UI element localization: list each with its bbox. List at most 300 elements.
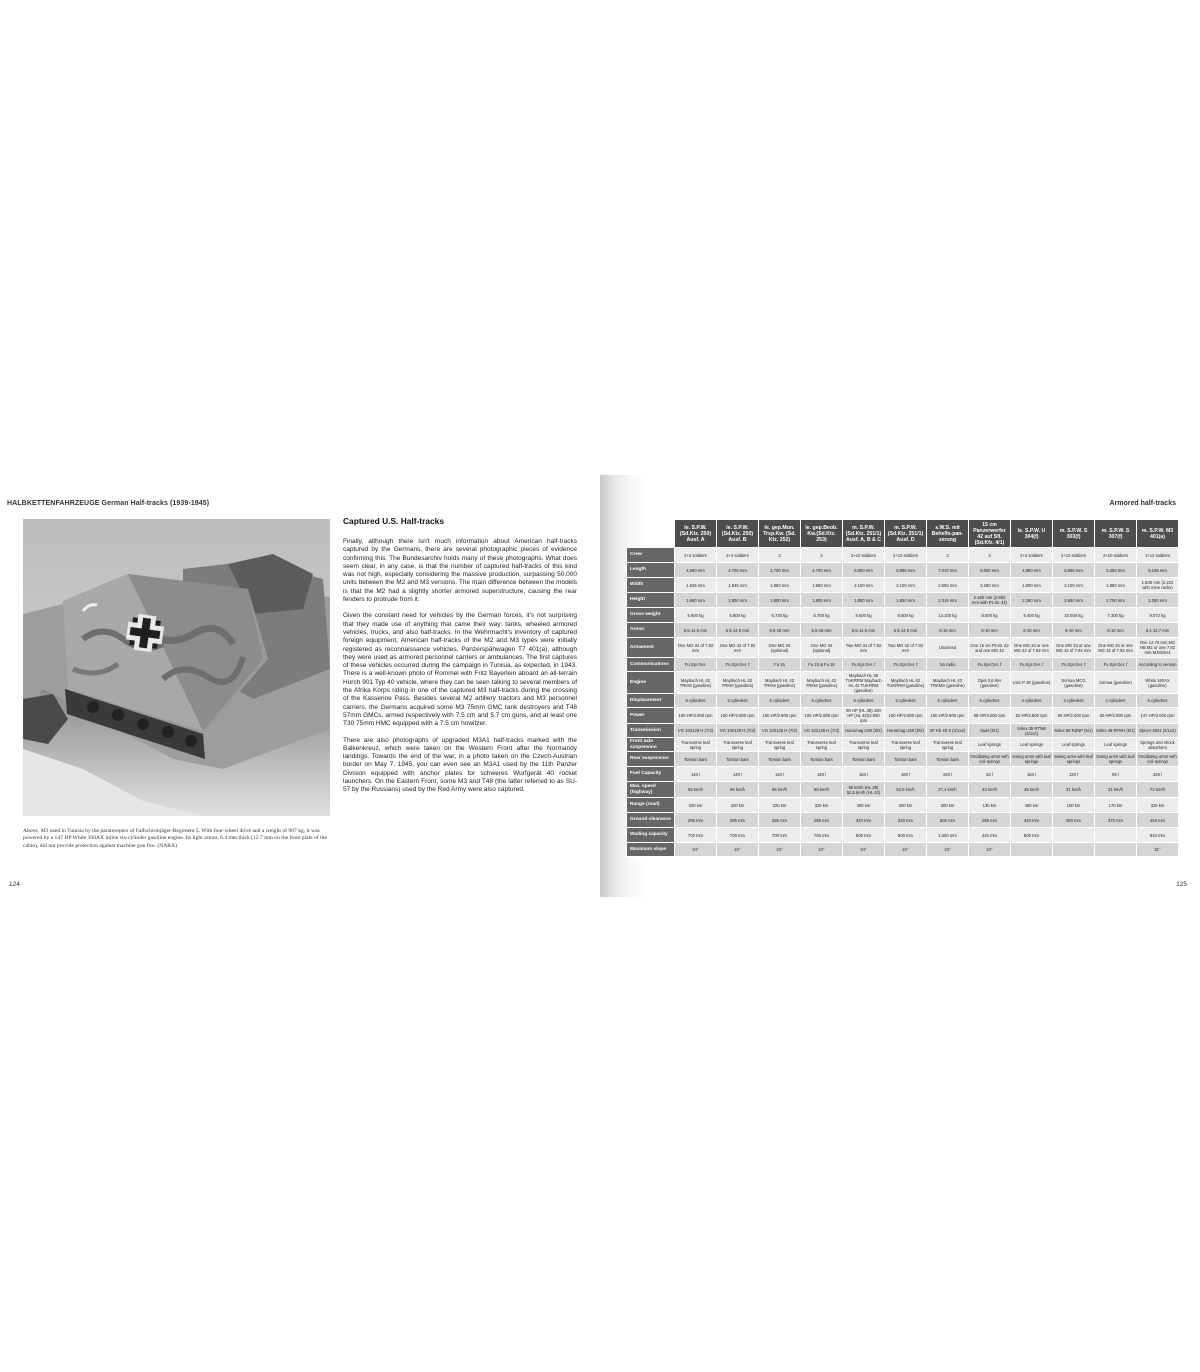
table-cell: 24° bbox=[759, 843, 801, 857]
table-cell: 810 mm bbox=[1137, 828, 1179, 843]
article-paragraph: Finally, although there isn't much information about American half-tracks captured by the Germans, there are several photographic pieces of evidence confirming this. The Bundesarchiv holds many of these photographs. What does seem clear, in any case, is that the number of captured half-tracks of this kind was not high, especially considering the massive production, surpassing 50,000 units between the M2 and M3 versions. The main difference between the models is that the M2 had a slightly shorter armored superstructure, causing the rear fenders to protrude from it. bbox=[343, 538, 577, 604]
table-cell: 370 mm bbox=[1095, 813, 1137, 828]
specs-column-header: le. gep.Mun. Trsp.Kw. (Sd. Ktz. 252) bbox=[759, 520, 801, 548]
table-cell: 300 km bbox=[843, 798, 885, 813]
row-label: Displacement bbox=[627, 694, 675, 708]
table-cell: 31 km/h bbox=[1095, 782, 1137, 798]
table-cell: 6 cylinders bbox=[927, 694, 969, 708]
table-cell: 140 l bbox=[717, 767, 759, 782]
specs-column-header: le. S.P.W. (Sd.Ktz. 250) Ausf. B bbox=[717, 520, 759, 548]
table-cell: 340 mm bbox=[1011, 813, 1053, 828]
table-cell: One 15 cm Pz.W. 42 and one MG 42 bbox=[969, 638, 1011, 658]
specs-column-header: m. S.P.W. (Sd.Ktz. 251/1) Ausf. A, B & C bbox=[843, 520, 885, 548]
table-cell: 2.100 mm bbox=[885, 578, 927, 593]
table-cell: 2.280 mm bbox=[1011, 593, 1053, 608]
table-row bbox=[627, 708, 1179, 724]
table-cell: 300 km bbox=[927, 798, 969, 813]
table-cell: 160 l bbox=[1011, 767, 1053, 782]
row-label: Power bbox=[627, 708, 675, 724]
table-cell: 6 cylinders bbox=[759, 694, 801, 708]
table-cell: 24° bbox=[675, 843, 717, 857]
table-cell: Oscillating arms with coil springs bbox=[969, 752, 1011, 767]
table-cell: Transverse leaf spring bbox=[717, 738, 759, 752]
specs-column-header: s.W.S. mit Behelfs-pan-zerung bbox=[927, 520, 969, 548]
table-cell: 100 km bbox=[1053, 798, 1095, 813]
table-row bbox=[627, 548, 1179, 563]
table-cell: 2+4 soldiers bbox=[675, 548, 717, 563]
table-cell: 2+4 soldiers bbox=[1011, 548, 1053, 563]
article-heading: Captured U.S. Half-tracks bbox=[343, 516, 444, 526]
table-cell: 320 km bbox=[759, 798, 801, 813]
table-cell: 2.100 mm bbox=[1053, 578, 1095, 593]
table-cell: 5.800 mm bbox=[843, 563, 885, 578]
specs-header-row bbox=[627, 520, 1179, 548]
table-cell: 10.500 kg bbox=[1053, 608, 1095, 623]
table-cell: Somua MCG (gasoline) bbox=[1053, 672, 1095, 694]
table-cell: 6 cylinders bbox=[801, 694, 843, 708]
table-row bbox=[627, 578, 1179, 593]
table-cell: Torsion bars bbox=[675, 752, 717, 767]
table-cell: Maybach HL 42 TRKM (gasoline) bbox=[801, 672, 843, 694]
table-cell: Fu.Spr.Ger. f bbox=[717, 658, 759, 672]
row-label: Communications bbox=[627, 658, 675, 672]
table-cell: 2.280 mm bbox=[969, 578, 1011, 593]
table-cell: Opel 3,6 liter (gasoline) bbox=[969, 672, 1011, 694]
table-cell: 2+10 soldiers bbox=[885, 548, 927, 563]
table-row bbox=[627, 593, 1179, 608]
table-cell bbox=[1011, 843, 1053, 857]
table-cell: 24° bbox=[969, 843, 1011, 857]
table-cell: 1.950 mm bbox=[801, 578, 843, 593]
table-cell: 31° bbox=[1137, 843, 1179, 857]
table-cell: One MG 34 or one MG 42 of 7.92 mm bbox=[1053, 638, 1095, 658]
table-cell: 360 mm bbox=[1053, 813, 1095, 828]
table-cell: Fu.Spr.Ger. f bbox=[1011, 658, 1053, 672]
table-cell: 100 HP/2.800 rpm bbox=[927, 708, 969, 724]
table-cell: 24° bbox=[885, 843, 927, 857]
table-cell: Maybach HL 42 TRKM (gasoline) bbox=[717, 672, 759, 694]
table-cell: 4 bbox=[801, 548, 843, 563]
table-cell: 5,5-14,5 mm bbox=[885, 623, 927, 638]
specs-column-header: 15 cm Panzerwerfer 42 auf Sfl. (Sd.Kfz. 4/1) bbox=[969, 520, 1011, 548]
row-label: Wading capacity bbox=[627, 828, 675, 843]
row-label: Armor bbox=[627, 623, 675, 638]
table-cell: 6 cylinders bbox=[969, 694, 1011, 708]
table-cell bbox=[1053, 843, 1095, 857]
table-cell: 450 mm bbox=[1137, 813, 1179, 828]
table-cell: 4 cylinders bbox=[1095, 694, 1137, 708]
table-cell: 130 km bbox=[969, 798, 1011, 813]
table-row bbox=[627, 672, 1179, 694]
table-cell: 700 mm bbox=[717, 828, 759, 843]
table-cell: Solex 35 RTNB (4/1x2) bbox=[1011, 724, 1053, 738]
table-cell: 5,5-14,5 mm bbox=[675, 623, 717, 638]
table-cell: 1.800 mm bbox=[717, 593, 759, 608]
table-cell: Fu.Spr.Ger. f bbox=[1053, 658, 1095, 672]
table-cell: Transverse leaf spring bbox=[759, 738, 801, 752]
table-cell: Springs and shock absorbers bbox=[1137, 738, 1179, 752]
table-cell: Somua (gasoline) bbox=[1095, 672, 1137, 694]
table-cell: 7.010 mm bbox=[927, 563, 969, 578]
table-cell: One MG 34 or one MG 42 of 7.92 mm bbox=[1011, 638, 1053, 658]
table-cell: 100 HP/2.800 rpm bbox=[885, 708, 927, 724]
table-row bbox=[627, 738, 1179, 752]
row-label: Width bbox=[627, 578, 675, 593]
table-cell: Leaf springs bbox=[969, 738, 1011, 752]
table-cell: 4 cylinders bbox=[1011, 694, 1053, 708]
table-cell: 27,4 km/h bbox=[927, 782, 969, 798]
table-cell: 24° bbox=[801, 843, 843, 857]
table-row bbox=[627, 724, 1179, 738]
table-cell: 285 mm bbox=[801, 813, 843, 828]
table-cell: 2.650 mm bbox=[1053, 593, 1095, 608]
table-cell: 2.100 mm bbox=[843, 578, 885, 593]
table-cell: 45 km/h bbox=[1011, 782, 1053, 798]
table-cell: 2+4 soldiers bbox=[717, 548, 759, 563]
table-cell: 8.500 kg bbox=[885, 608, 927, 623]
table-cell: 500 mm bbox=[843, 828, 885, 843]
table-cell: 700 mm bbox=[759, 828, 801, 843]
table-cell: 320 km bbox=[801, 798, 843, 813]
table-cell: 140 l bbox=[675, 767, 717, 782]
table-cell: According to version bbox=[1137, 658, 1179, 672]
section-title: Armored half-tracks bbox=[1109, 500, 1176, 507]
table-cell: 160 l bbox=[843, 767, 885, 782]
table-cell: 300 km bbox=[885, 798, 927, 813]
row-label: Ground clearance bbox=[627, 813, 675, 828]
specs-column-header: le. gep.Beob. Kw.(Sd.Ktz. 253) bbox=[801, 520, 843, 548]
photo-caption: Above, M3 used in Tunisia by the paratroopers of Fallschirmjäger-Regiment 5. With four-wheel drive and a weight of 907 kg, it was powered by a 147 HP White 160AX inline six-cylinder gasoline engine. Its light armor, 6.4 mm thick (12.7 mm on the front plate of the cabin), did not provide protection against machine gun fire. (NARA) bbox=[23, 828, 327, 849]
table-cell: Maybach HL 42 TRKM (gasoline) bbox=[675, 672, 717, 694]
table-cell: 700 mm bbox=[801, 828, 843, 843]
table-cell: Leaf springs bbox=[1011, 738, 1053, 752]
table-cell: 5.700 kg bbox=[801, 608, 843, 623]
table-cell: 1.660 mm bbox=[675, 593, 717, 608]
table-row bbox=[627, 563, 1179, 578]
table-cell: 2.160 mm (2.550 mm with Pz.W. 42) bbox=[969, 593, 1011, 608]
table-cell: 160 l bbox=[885, 767, 927, 782]
specs-column-header: m. S.P.W. S 307(f) bbox=[1095, 520, 1137, 548]
row-label: Transmission bbox=[627, 724, 675, 738]
table-cell: 8.500 kg bbox=[843, 608, 885, 623]
table-cell: 140 l bbox=[801, 767, 843, 782]
table-row bbox=[627, 798, 1179, 813]
table-row bbox=[627, 782, 1179, 798]
table-cell: Two MG 42 of 7.92 mm bbox=[885, 638, 927, 658]
table-cell: 1.835 mm (2.222 with mine racks) bbox=[1137, 578, 1179, 593]
table-cell: 1.000 mm bbox=[927, 828, 969, 843]
table-cell: 5.400 kg bbox=[1011, 608, 1053, 623]
table-cell: 52,5 km/h bbox=[885, 782, 927, 798]
table-cell: 320 km bbox=[717, 798, 759, 813]
table-row bbox=[627, 752, 1179, 767]
table-cell: 6 cylinders bbox=[675, 694, 717, 708]
table-cell: 2 bbox=[759, 548, 801, 563]
table-cell: 4.850 mm bbox=[1011, 563, 1053, 578]
table-cell: 4 cylinders bbox=[1053, 694, 1095, 708]
row-label: Engine bbox=[627, 672, 675, 694]
specs-table-body bbox=[627, 548, 1179, 857]
table-cell: Fu.Spr.Ger. f bbox=[969, 658, 1011, 672]
table-cell: 65 km/h bbox=[717, 782, 759, 798]
table-cell: Fu.Spr.Ger. f bbox=[843, 658, 885, 672]
table-cell: 1+12 soldiers bbox=[1137, 548, 1179, 563]
table-cell: 2.750 mm bbox=[1095, 593, 1137, 608]
table-cell: 5.800 kg bbox=[675, 608, 717, 623]
table-cell: 24° bbox=[843, 843, 885, 857]
row-label: Fuel Capacity bbox=[627, 767, 675, 782]
row-label: Armament bbox=[627, 638, 675, 658]
table-cell: One 12.70 mm MG HB M2 or one 7.62 mm M1919A4 bbox=[1137, 638, 1179, 658]
table-cell: 2+10 soldiers bbox=[1053, 548, 1095, 563]
table-cell: One MG 34 of 7.92 mm bbox=[675, 638, 717, 658]
table-cell: Maybach HL 42 TRKM (gasoline) bbox=[759, 672, 801, 694]
table-cell: 285 mm bbox=[759, 813, 801, 828]
table-cell: 5.800 kg bbox=[717, 608, 759, 623]
table-cell: Hanomag U50 (8/2) bbox=[885, 724, 927, 738]
table-cell: 1.800 mm bbox=[801, 593, 843, 608]
table-row bbox=[627, 767, 1179, 782]
table-cell: 6,4-12,7 mm bbox=[1137, 623, 1179, 638]
table-cell: 8-10 mm bbox=[1053, 623, 1095, 638]
specs-column-header: m. S.P.W. M3 401(a) bbox=[1137, 520, 1179, 548]
table-cell: No radio bbox=[927, 658, 969, 672]
table-cell: White 160AX (gasoline) bbox=[1137, 672, 1179, 694]
table-cell: 440 mm bbox=[969, 828, 1011, 843]
table-cell bbox=[1095, 828, 1137, 843]
table-cell: 24° bbox=[927, 843, 969, 857]
table-cell: 320 km bbox=[675, 798, 717, 813]
table-cell: 285 mm bbox=[969, 813, 1011, 828]
table-row bbox=[627, 828, 1179, 843]
halftrack-photo bbox=[23, 519, 330, 816]
table-cell: 1.800 mm bbox=[759, 593, 801, 608]
table-cell: 5.860 mm bbox=[1053, 563, 1095, 578]
table-cell: VG 102128 H (7/3) bbox=[675, 724, 717, 738]
table-cell: 2.316 mm bbox=[927, 593, 969, 608]
table-cell: 62 HP/2.800 rpm bbox=[1011, 708, 1053, 724]
table-cell: ZF Kb 40 S (4/1x2) bbox=[927, 724, 969, 738]
table-cell: Torsion bars bbox=[759, 752, 801, 767]
table-cell: 226 l bbox=[1137, 767, 1179, 782]
table-cell: Spicer 3641 (4/1x2) bbox=[1137, 724, 1179, 738]
table-cell: Opel (5/1) bbox=[969, 724, 1011, 738]
table-cell: 1.950 mm bbox=[759, 578, 801, 593]
table-cell: 6 cylinders bbox=[717, 694, 759, 708]
table-row bbox=[627, 638, 1179, 658]
row-label: Crew bbox=[627, 548, 675, 563]
row-label: Height bbox=[627, 593, 675, 608]
row-label: Gross weight bbox=[627, 608, 675, 623]
table-cell: 320 mm bbox=[885, 813, 927, 828]
table-cell: Leaf springs bbox=[1095, 738, 1137, 752]
table-cell: 31 km/h bbox=[1053, 782, 1095, 798]
table-cell: Maybach HL 42 TRKMS (gasoline) bbox=[927, 672, 969, 694]
table-cell: 6.165 mm bbox=[1137, 563, 1179, 578]
table-cell: 5,5-14,5 mm bbox=[843, 623, 885, 638]
table-cell: 240 l bbox=[927, 767, 969, 782]
table-cell: Fu.Spr.Ger. bbox=[675, 658, 717, 672]
table-cell: 5,5-18 mm bbox=[759, 623, 801, 638]
table-cell: Fu 15 & Fu 16 bbox=[801, 658, 843, 672]
table-cell: 33 km/h bbox=[969, 782, 1011, 798]
table-cell: Maybach HL 42 TUKRRM (gasoline) bbox=[885, 672, 927, 694]
specs-column-header: le. S.P.W. (Sd.Ktz. 250) Ausf. A bbox=[675, 520, 717, 548]
table-cell: 8-15 mm bbox=[927, 623, 969, 638]
row-label: Range (road) bbox=[627, 798, 675, 813]
table-cell: 140 l bbox=[759, 767, 801, 782]
table-cell: 4.560 mm bbox=[675, 563, 717, 578]
table-cell: VG 102128 H (7/3) bbox=[759, 724, 801, 738]
table-row bbox=[627, 623, 1179, 638]
table-cell: 2.260 mm bbox=[1137, 593, 1179, 608]
table-row bbox=[627, 658, 1179, 672]
table-cell: 5,5-18 mm bbox=[801, 623, 843, 638]
right-page bbox=[600, 475, 1200, 897]
running-head: HALBKETTENFAHRZEUGE German Half-tracks (1939-1945) bbox=[7, 500, 210, 507]
table-row bbox=[627, 608, 1179, 623]
page-number-left: 124 bbox=[9, 881, 20, 888]
table-cell: 7.300 kg bbox=[1095, 608, 1137, 623]
table-cell: 1.800 mm bbox=[1011, 578, 1053, 593]
table-cell: 2+10 soldiers bbox=[843, 548, 885, 563]
table-cell: 3 bbox=[969, 548, 1011, 563]
specs-corner-cell bbox=[627, 520, 675, 548]
table-cell: One MG 34 (optional) bbox=[801, 638, 843, 658]
table-cell: 65 km/h bbox=[675, 782, 717, 798]
table-cell: 1.850 mm bbox=[885, 593, 927, 608]
article-paragraph: Given the constant need for vehicles by the German forces, it's not surprising that they made use of anything that came their way: tanks, wheeled armored vehicles, trucks, and also half-tracks. In the Wehrmacht's inventory of captured foreign equipment, American half-tracks of the M2 and M3 types were initially registered as reconnaissance vehicles, Panzerspähwagen T7 401(a), although they were used as armored personnel carriers or ambulances. The first captures of these vehicles occurred during the campaign in Tunisia, as expected, in 1943. There is a well-known photo of Rommel with Fritz Bayerlein aboard an all-terrain Horch 901 Typ 40 vehicle, where they can be seen talking to several members of the Afrika Korps riding in one of the captured M3 half-tracks during the crossing of the Kasserine Pass. Besides several M2 artillery tractors and M3 personnel carriers, the Germans acquired some M3 75mm GMC tank destroyers and T48 57mm GMCs, armed respectively with 7.5 cm and 5.7 cm guns, and at least one T30 75mm HMC equipped with a 7.5 cm howitzer. bbox=[343, 612, 577, 728]
table-cell: Hanomag U50 (8/2) bbox=[843, 724, 885, 738]
table-cell: 100 HP/2.800 rpm bbox=[759, 708, 801, 724]
table-row bbox=[627, 843, 1179, 857]
table-cell: 72 km/h bbox=[1137, 782, 1179, 798]
table-cell: 9.072 kg bbox=[1137, 608, 1179, 623]
table-cell: 50 km/h (HL 38) 52,5 km/h (HL 42) bbox=[843, 782, 885, 798]
table-cell: 6 cylinders bbox=[1137, 694, 1179, 708]
table-cell: 1.945 mm bbox=[717, 578, 759, 593]
table-cell: 400 km bbox=[1011, 798, 1053, 813]
specs-table bbox=[626, 519, 1179, 857]
table-row bbox=[627, 694, 1179, 708]
table-cell: Two MG 34 of 7.92 mm bbox=[843, 638, 885, 658]
table-cell: 4.700 mm bbox=[759, 563, 801, 578]
table-cell: Fu.Spr.Ger. f bbox=[1095, 658, 1137, 672]
table-cell: Unic P 39 (gasoline) bbox=[1011, 672, 1053, 694]
table-cell: Maybach HL 38 TUKRRM Maybach HL 42 TUKRRM (gasoline) bbox=[843, 672, 885, 694]
article bbox=[343, 516, 577, 803]
table-cell: Torsion bars bbox=[927, 752, 969, 767]
table-cell: Torsion bars bbox=[885, 752, 927, 767]
table-cell: 4.700 mm bbox=[717, 563, 759, 578]
table-cell: 8-10 mm bbox=[969, 623, 1011, 638]
table-cell: Unarmed bbox=[927, 638, 969, 658]
row-label: Front axle suspension bbox=[627, 738, 675, 752]
table-cell: Torsion bars bbox=[801, 752, 843, 767]
table-cell: 6 cylinders bbox=[843, 694, 885, 708]
row-label: Max. speed (highway) bbox=[627, 782, 675, 798]
table-cell: 4.700 mm bbox=[801, 563, 843, 578]
table-cell: 700 mm bbox=[675, 828, 717, 843]
table-cell: Swing arms with leaf springs bbox=[1053, 752, 1095, 767]
table-cell: 5.980 mm bbox=[885, 563, 927, 578]
table-cell: 14.100 kg bbox=[927, 608, 969, 623]
table-cell: Torsion bars bbox=[843, 752, 885, 767]
table-cell: 500 mm bbox=[885, 828, 927, 843]
table-cell: 65 km/h bbox=[801, 782, 843, 798]
table-cell: 100 HP/2.800 rpm bbox=[717, 708, 759, 724]
table-cell: 68 HP/3.000 rpm bbox=[969, 708, 1011, 724]
table-cell: 24° bbox=[717, 843, 759, 857]
table-cell bbox=[1095, 843, 1137, 857]
table-cell: 82 l bbox=[969, 767, 1011, 782]
table-cell: Torsion bars bbox=[717, 752, 759, 767]
table-cell: 285 mm bbox=[717, 813, 759, 828]
table-cell: Transverse leaf spring bbox=[801, 738, 843, 752]
table-cell: 500 mm bbox=[927, 813, 969, 828]
table-cell: 60 HP/2.000 rpm bbox=[1095, 708, 1137, 724]
table-cell: 2+10 soldiers bbox=[1095, 548, 1137, 563]
table-cell: 5.350 mm bbox=[1095, 563, 1137, 578]
table-cell: 320 mm bbox=[843, 813, 885, 828]
specs-column-header: le. S.P.W. U 304(f) bbox=[1011, 520, 1053, 548]
table-cell: Transverse leaf spring bbox=[675, 738, 717, 752]
table-cell: Swing arms with leaf springs bbox=[1095, 752, 1137, 767]
table-cell: 120 l bbox=[1053, 767, 1095, 782]
table-cell: One MG 42 of 7.92 mm bbox=[717, 638, 759, 658]
table-cell: 170 km bbox=[1095, 798, 1137, 813]
table-cell: 8-10 mm bbox=[1095, 623, 1137, 638]
table-cell: 1.880 mm bbox=[1095, 578, 1137, 593]
row-label: Maximum slope bbox=[627, 843, 675, 857]
table-cell: 90 HP/2.000 rpm bbox=[1053, 708, 1095, 724]
halftrack-photo-illustration bbox=[23, 519, 330, 816]
table-cell: VG 102128 H (7/3) bbox=[801, 724, 843, 738]
table-cell: Oscillating arms with coil springs bbox=[1137, 752, 1179, 767]
table-cell: 6 cylinders bbox=[885, 694, 927, 708]
table-cell: 800 mm bbox=[1011, 828, 1053, 843]
table-cell: Transverse leaf spring bbox=[885, 738, 927, 752]
table-cell: 5,5-14,5 mm bbox=[717, 623, 759, 638]
table-cell: 8-10 mm bbox=[1011, 623, 1053, 638]
table-cell: 100 HP/2.800 rpm bbox=[675, 708, 717, 724]
table-cell: 100 HP/2.800 rpm bbox=[801, 708, 843, 724]
specs-column-header: m. S.P.W. (Sd.Ktz. 251/1) Ausf. D bbox=[885, 520, 927, 548]
table-cell: One MG 34 (optional) bbox=[759, 638, 801, 658]
table-cell: 8.500 kg bbox=[969, 608, 1011, 623]
table-cell: 295 mm bbox=[675, 813, 717, 828]
left-page bbox=[0, 475, 600, 897]
table-cell: 90 HP (HL 38) 100 HP (HL 42)/2.800 rpm bbox=[843, 708, 885, 724]
table-cell: Fu.Spr.Ger. f bbox=[885, 658, 927, 672]
table-cell: 2 bbox=[927, 548, 969, 563]
table-cell: 5.730 kg bbox=[759, 608, 801, 623]
page-number-right: 125 bbox=[1176, 881, 1187, 888]
table-cell: 1.945 mm bbox=[675, 578, 717, 593]
table-cell: 6.000 mm bbox=[969, 563, 1011, 578]
table-row bbox=[627, 813, 1179, 828]
table-cell: Leaf springs bbox=[1053, 738, 1095, 752]
row-label: Rear suspension bbox=[627, 752, 675, 767]
table-cell: 2.500 mm bbox=[927, 578, 969, 593]
table-cell: Solex 60 RZNP (5/1) bbox=[1053, 724, 1095, 738]
table-cell: Transverse leaf spring bbox=[843, 738, 885, 752]
table-cell: Fu 15 bbox=[759, 658, 801, 672]
table-cell: 147 HP/3.000 rpm bbox=[1137, 708, 1179, 724]
table-cell: 65 km/h bbox=[759, 782, 801, 798]
table-cell: Transverse leaf spring bbox=[927, 738, 969, 752]
table-cell bbox=[1053, 828, 1095, 843]
